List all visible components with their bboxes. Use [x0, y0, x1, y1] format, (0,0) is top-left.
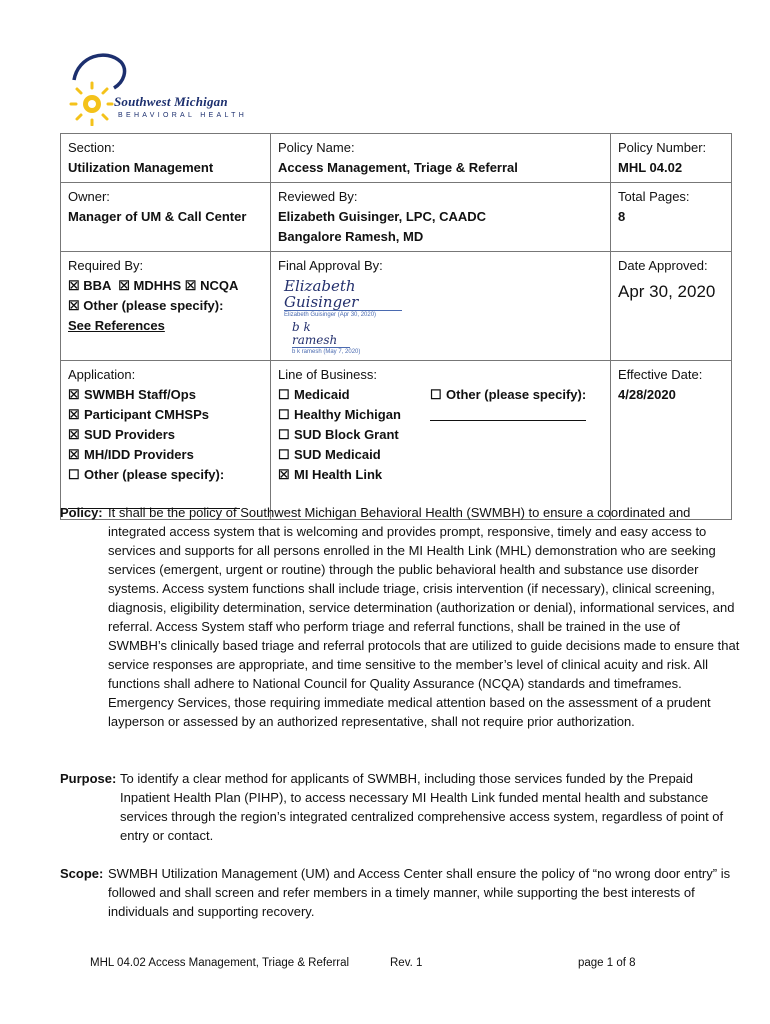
- logo-subtitle: BEHAVIORAL HEALTH: [118, 112, 248, 119]
- checkbox-unchecked-icon: ☐: [68, 467, 80, 482]
- lob-label: Line of Business:: [278, 367, 378, 382]
- purpose-label: Purpose:: [60, 771, 117, 786]
- scope-section: [60, 864, 740, 921]
- application-item: ☐ Other (please specify):: [68, 465, 263, 485]
- application-item: ☒ SWMBH Staff/Ops: [68, 385, 263, 405]
- lob-item: ☐ SUD Block Grant: [278, 425, 401, 445]
- reviewed-by-label: Reviewed By:: [278, 189, 358, 204]
- policy-name-label: Policy Name:: [278, 140, 355, 155]
- required-by-other: [68, 296, 263, 316]
- req-ncqa: NCQA: [200, 278, 239, 293]
- req-mdhhs: MDHHS: [133, 278, 182, 293]
- policy-name-value: Access Management, Triage & Referral: [278, 160, 518, 175]
- checkbox-checked-icon: ☒: [68, 447, 80, 462]
- signature-1: Elizabeth Guisinger: [284, 278, 402, 311]
- scope-label: Scope:: [60, 866, 104, 881]
- checkbox-checked-icon: ☒: [118, 278, 130, 293]
- total-pages-label: Total Pages:: [618, 189, 690, 204]
- policy-number-value: MHL 04.02: [618, 160, 683, 175]
- required-by-cell: [61, 252, 271, 361]
- final-approval-label: Final Approval By:: [278, 258, 383, 273]
- signature-2-caption: b k ramesh (May 7, 2020): [292, 349, 361, 355]
- application-item: ☒ MH/IDD Providers: [68, 445, 263, 465]
- checkbox-unchecked-icon: ☐: [430, 387, 442, 402]
- checkbox-unchecked-icon: ☐: [278, 427, 290, 442]
- checkbox-checked-icon: ☒: [68, 278, 80, 293]
- footer-revision: Rev. 1: [390, 957, 423, 969]
- application-item: ☒ SUD Providers: [68, 425, 263, 445]
- policy-name-cell: [271, 134, 611, 183]
- organization-logo: [66, 48, 256, 126]
- effective-date-value: 4/28/2020: [618, 387, 676, 402]
- checkbox-checked-icon: ☒: [68, 387, 80, 402]
- date-approved-cell: [611, 252, 732, 361]
- application-cell: [61, 361, 271, 520]
- section-cell: [61, 134, 271, 183]
- lob-item: ☒ MI Health Link: [278, 465, 401, 485]
- date-approved-value: Apr 30, 2020: [618, 282, 716, 301]
- policy-header-table: [60, 133, 732, 520]
- policy-section: [60, 503, 740, 731]
- required-by-options: [68, 276, 263, 296]
- req-bba: BBA: [83, 278, 111, 293]
- purpose-text: To identify a clear method for applicants of SWMBH, including those services funded by the Prepaid Inpatient Health Plan (PIHP), to access necessary MI Health Link funded mental health and substance services through the region’s integrated centralized comprehensive access system, regardless of point of entry or contact.: [120, 771, 724, 843]
- owner-value: Manager of UM & Call Center: [68, 209, 247, 224]
- lob-item: ☐ Healthy Michigan: [278, 405, 401, 425]
- effective-date-label: Effective Date:: [618, 367, 703, 382]
- req-other-label: Other (please specify):: [83, 298, 224, 313]
- signature-1-caption: Elizabeth Guisinger (Apr 30, 2020): [284, 312, 377, 318]
- checkbox-checked-icon: ☒: [68, 407, 80, 422]
- required-by-label: Required By:: [68, 258, 144, 273]
- owner-cell: [61, 183, 271, 252]
- section-label: Section:: [68, 140, 115, 155]
- checkbox-unchecked-icon: ☐: [278, 447, 290, 462]
- section-value: Utilization Management: [68, 160, 214, 175]
- final-approval-cell: [271, 252, 611, 361]
- checkbox-checked-icon: ☒: [184, 278, 197, 293]
- reviewer-1: Elizabeth Guisinger, LPC, CAADC: [278, 209, 487, 224]
- checkbox-unchecked-icon: ☐: [278, 387, 290, 402]
- footer-document: MHL 04.02 Access Management, Triage & Referral: [90, 957, 350, 969]
- line-of-business-cell: [271, 361, 611, 520]
- see-references-link[interactable]: See References: [68, 318, 165, 333]
- policy-label: Policy:: [60, 505, 103, 520]
- checkbox-checked-icon: ☒: [68, 298, 80, 313]
- date-approved-label: Date Approved:: [618, 258, 708, 273]
- policy-number-cell: [611, 134, 732, 183]
- policy-text: It shall be the policy of Southwest Michigan Behavioral Health (SWMBH) to ensure a coordinated and integrated access system that is welcoming and provides prompt, responsive, timely and easy access to services and supports for all persons enrolled in the MI Health Link (MHL) demonstration who are seeking services (emergent, urgent or routine) through the public behavioral health and substance use disorder systems. Access system functions shall include triage, crisis intervention (if necessary), clinical screening, diagnosis, eligibility determination, service determination (authorization or denial), informational services, and referral. Access System staff who perform triage and referral functions, shall be trained in the use of SWMBH’s clinically based triage and referral protocols that are utilized to guide decisions made to ensure that service responses are appropriate, and time sensitive to the member’s level of clinical acuity and risk. All functions shall adhere to National Council for Quality Assurance (NCQA) standards and timeframes. Emergency Services, those requiring immediate medical attention based on the assessment of a prudent layperson or assessed by an authorized representative, shall not require prior authorization.: [108, 505, 740, 729]
- total-pages-value: 8: [618, 209, 626, 224]
- footer-page-number: page 1 of 8: [578, 957, 636, 969]
- reviewed-by-cell: [271, 183, 611, 252]
- lob-item: ☐ Medicaid: [278, 385, 401, 405]
- logo-name: Southwest Michigan: [114, 94, 228, 109]
- lob-other: ☐ Other (please specify):: [430, 385, 586, 405]
- total-pages-cell: [611, 183, 732, 252]
- policy-number-label: Policy Number:: [618, 140, 707, 155]
- signature-2: b k ramesh: [292, 321, 350, 348]
- effective-date-cell: [611, 361, 732, 520]
- lob-other-blank: [430, 405, 586, 421]
- reviewer-2: Bangalore Ramesh, MD: [278, 229, 424, 244]
- application-label: Application:: [68, 367, 136, 382]
- scope-text: SWMBH Utilization Management (UM) and Access Center shall ensure the policy of “no wrong door entry” is followed and shall screen and refer members in a timely manner, while supporting the best interests of individuals and supporting recovery.: [108, 866, 731, 919]
- checkbox-checked-icon: ☒: [68, 427, 80, 442]
- lob-item: ☐ SUD Medicaid: [278, 445, 401, 465]
- application-item: ☒ Participant CMHSPs: [68, 405, 263, 425]
- checkbox-checked-icon: ☒: [278, 467, 290, 482]
- checkbox-unchecked-icon: ☐: [278, 407, 290, 422]
- owner-label: Owner:: [68, 189, 110, 204]
- purpose-section: [60, 769, 740, 845]
